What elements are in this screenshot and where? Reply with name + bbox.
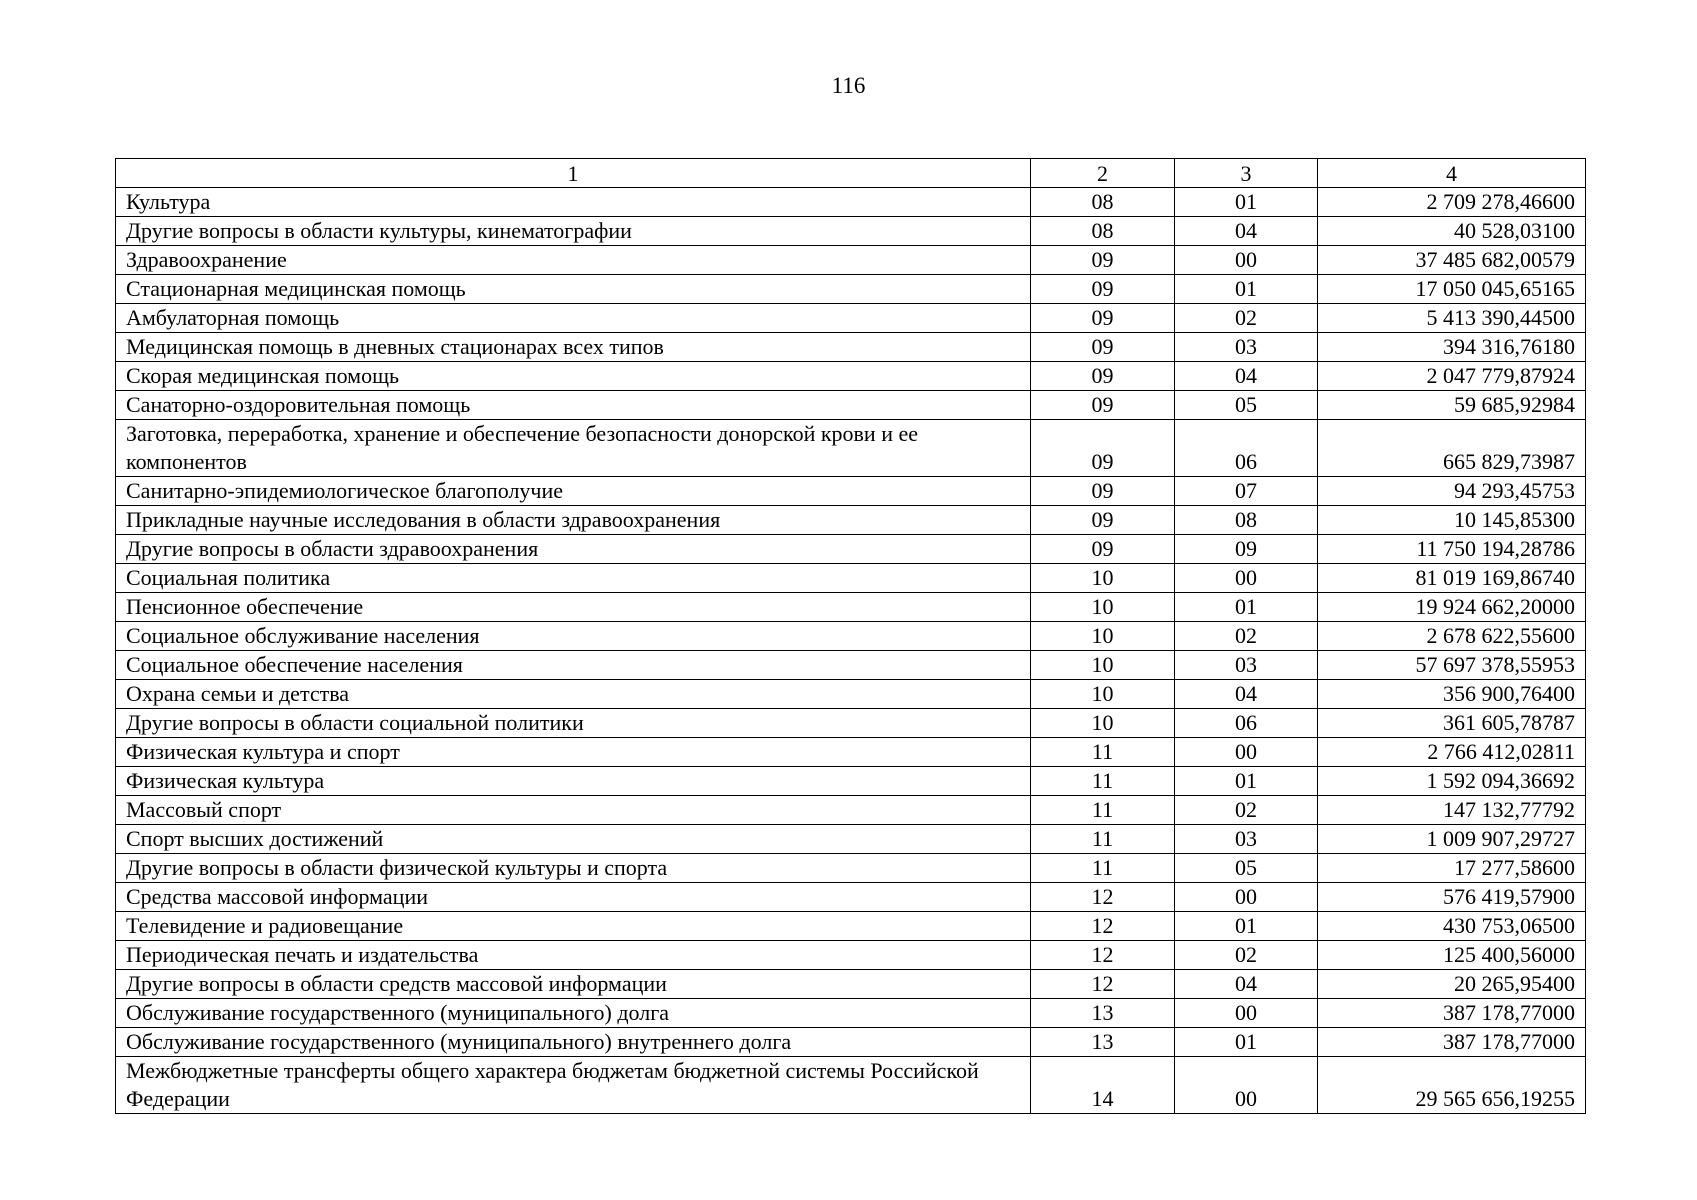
row-subsection-cell: 02	[1175, 796, 1318, 825]
table-row	[116, 999, 1586, 1028]
row-section-cell: 14	[1031, 1057, 1175, 1114]
row-amount-cell: 356 900,76400	[1318, 680, 1586, 709]
row-amount-cell: 81 019 169,86740	[1318, 564, 1586, 593]
row-subsection-cell: 00	[1175, 999, 1318, 1028]
row-amount-cell: 2 766 412,02811	[1318, 738, 1586, 767]
table-row	[116, 333, 1586, 362]
row-subsection-cell: 06	[1175, 709, 1318, 738]
row-subsection-cell: 01	[1175, 593, 1318, 622]
row-subsection-cell: 01	[1175, 275, 1318, 304]
table-row	[116, 622, 1586, 651]
row-amount-cell: 394 316,76180	[1318, 333, 1586, 362]
row-section-cell: 09	[1031, 535, 1175, 564]
row-subsection-cell: 02	[1175, 304, 1318, 333]
row-section-cell: 10	[1031, 593, 1175, 622]
table-row	[116, 680, 1586, 709]
row-section-cell: 13	[1031, 1028, 1175, 1057]
row-amount-cell: 1 592 094,36692	[1318, 767, 1586, 796]
row-section-cell: 09	[1031, 506, 1175, 535]
row-subsection-cell: 03	[1175, 651, 1318, 680]
table-row	[116, 506, 1586, 535]
table-row	[116, 854, 1586, 883]
row-amount-cell: 2 047 779,87924	[1318, 362, 1586, 391]
row-amount-cell: 17 050 045,65165	[1318, 275, 1586, 304]
row-amount-cell: 361 605,78787	[1318, 709, 1586, 738]
table-row	[116, 883, 1586, 912]
row-amount-cell: 29 565 656,19255	[1318, 1057, 1586, 1114]
row-subsection-cell: 02	[1175, 622, 1318, 651]
row-amount-cell: 125 400,56000	[1318, 941, 1586, 970]
row-section-cell: 12	[1031, 941, 1175, 970]
row-amount-cell: 2 709 278,46600	[1318, 188, 1586, 217]
table-row	[116, 593, 1586, 622]
row-section-cell: 12	[1031, 970, 1175, 999]
row-subsection-cell: 01	[1175, 1028, 1318, 1057]
row-section-cell: 11	[1031, 796, 1175, 825]
row-section-cell: 10	[1031, 564, 1175, 593]
row-section-cell: 10	[1031, 622, 1175, 651]
row-amount-cell: 5 413 390,44500	[1318, 304, 1586, 333]
row-amount-cell: 2 678 622,55600	[1318, 622, 1586, 651]
row-name-cell: Санитарно-эпидемиологическое благополучие	[116, 477, 1031, 506]
table-row	[116, 246, 1586, 275]
table-row	[116, 304, 1586, 333]
table-row	[116, 275, 1586, 304]
row-subsection-cell: 01	[1175, 767, 1318, 796]
row-amount-cell: 576 419,57900	[1318, 883, 1586, 912]
row-name-cell: Другие вопросы в области здравоохранения	[116, 535, 1031, 564]
row-amount-cell: 37 485 682,00579	[1318, 246, 1586, 275]
row-amount-cell: 11 750 194,28786	[1318, 535, 1586, 564]
table-row	[116, 825, 1586, 854]
row-name-cell: Массовый спорт	[116, 796, 1031, 825]
row-section-cell: 13	[1031, 999, 1175, 1028]
table-row	[116, 738, 1586, 767]
table-row	[116, 391, 1586, 420]
row-amount-cell: 147 132,77792	[1318, 796, 1586, 825]
row-section-cell: 09	[1031, 420, 1175, 477]
row-name-cell: Другие вопросы в области культуры, кинематографии	[116, 217, 1031, 246]
row-name-cell: Здравоохранение	[116, 246, 1031, 275]
row-name-cell: Телевидение и радиовещание	[116, 912, 1031, 941]
row-section-cell: 09	[1031, 362, 1175, 391]
row-subsection-cell: 06	[1175, 420, 1318, 477]
row-amount-cell: 40 528,03100	[1318, 217, 1586, 246]
row-name-cell: Санаторно-оздоровительная помощь	[116, 391, 1031, 420]
row-name-cell: Периодическая печать и издательства	[116, 941, 1031, 970]
row-amount-cell: 17 277,58600	[1318, 854, 1586, 883]
table-row	[116, 709, 1586, 738]
row-name-cell: Стационарная медицинская помощь	[116, 275, 1031, 304]
row-name-cell: Другие вопросы в области физической культуры и спорта	[116, 854, 1031, 883]
row-section-cell: 09	[1031, 391, 1175, 420]
header-col-4: 4	[1318, 159, 1586, 188]
row-subsection-cell: 05	[1175, 391, 1318, 420]
table-header	[116, 159, 1586, 188]
row-name-cell: Межбюджетные трансферты общего характера бюджетам бюджетной системы Российской Федерации	[116, 1057, 1031, 1114]
row-section-cell: 11	[1031, 738, 1175, 767]
row-name-cell: Скорая медицинская помощь	[116, 362, 1031, 391]
row-section-cell: 10	[1031, 680, 1175, 709]
table-row	[116, 535, 1586, 564]
row-amount-cell: 59 685,92984	[1318, 391, 1586, 420]
row-section-cell: 09	[1031, 246, 1175, 275]
row-subsection-cell: 00	[1175, 564, 1318, 593]
table-row	[116, 912, 1586, 941]
header-col-2: 2	[1031, 159, 1175, 188]
row-name-cell: Прикладные научные исследования в области здравоохранения	[116, 506, 1031, 535]
table-row	[116, 796, 1586, 825]
header-col-1: 1	[116, 159, 1031, 188]
row-section-cell: 11	[1031, 825, 1175, 854]
table-row	[116, 941, 1586, 970]
row-name-cell: Другие вопросы в области средств массовой информации	[116, 970, 1031, 999]
row-section-cell: 09	[1031, 333, 1175, 362]
row-subsection-cell: 01	[1175, 188, 1318, 217]
row-subsection-cell: 00	[1175, 246, 1318, 275]
row-amount-cell: 387 178,77000	[1318, 1028, 1586, 1057]
row-section-cell: 10	[1031, 709, 1175, 738]
row-amount-cell: 430 753,06500	[1318, 912, 1586, 941]
table-row	[116, 420, 1586, 477]
row-subsection-cell: 00	[1175, 1057, 1318, 1114]
header-col-3: 3	[1175, 159, 1318, 188]
row-subsection-cell: 09	[1175, 535, 1318, 564]
row-subsection-cell: 00	[1175, 738, 1318, 767]
row-name-cell: Спорт высших достижений	[116, 825, 1031, 854]
row-name-cell: Обслуживание государственного (муниципального) внутреннего долга	[116, 1028, 1031, 1057]
row-subsection-cell: 04	[1175, 217, 1318, 246]
row-subsection-cell: 04	[1175, 680, 1318, 709]
row-section-cell: 09	[1031, 275, 1175, 304]
table-row	[116, 767, 1586, 796]
row-amount-cell: 94 293,45753	[1318, 477, 1586, 506]
row-name-cell: Физическая культура	[116, 767, 1031, 796]
table-row	[116, 477, 1586, 506]
page-number: 116	[831, 73, 866, 98]
row-section-cell: 10	[1031, 651, 1175, 680]
row-subsection-cell: 03	[1175, 333, 1318, 362]
row-section-cell: 12	[1031, 912, 1175, 941]
table-row	[116, 217, 1586, 246]
budget-table	[115, 158, 1586, 1114]
row-section-cell: 09	[1031, 304, 1175, 333]
row-name-cell: Амбулаторная помощь	[116, 304, 1031, 333]
row-name-cell: Медицинская помощь в дневных стационарах всех типов	[116, 333, 1031, 362]
row-subsection-cell: 03	[1175, 825, 1318, 854]
row-subsection-cell: 05	[1175, 854, 1318, 883]
row-section-cell: 11	[1031, 854, 1175, 883]
row-name-cell: Культура	[116, 188, 1031, 217]
header-row	[116, 159, 1586, 188]
row-section-cell: 08	[1031, 188, 1175, 217]
row-subsection-cell: 07	[1175, 477, 1318, 506]
row-name-cell: Заготовка, переработка, хранение и обеспечение безопасности донорской крови и ее компонентов	[116, 420, 1031, 477]
table-row	[116, 1028, 1586, 1057]
table-row	[116, 564, 1586, 593]
row-amount-cell: 20 265,95400	[1318, 970, 1586, 999]
row-name-cell: Физическая культура и спорт	[116, 738, 1031, 767]
row-name-cell: Обслуживание государственного (муниципального) долга	[116, 999, 1031, 1028]
row-name-cell: Социальное обеспечение населения	[116, 651, 1031, 680]
row-name-cell: Социальное обслуживание населения	[116, 622, 1031, 651]
row-section-cell: 08	[1031, 217, 1175, 246]
row-name-cell: Социальная политика	[116, 564, 1031, 593]
row-section-cell: 09	[1031, 477, 1175, 506]
row-subsection-cell: 08	[1175, 506, 1318, 535]
row-section-cell: 12	[1031, 883, 1175, 912]
row-amount-cell: 1 009 907,29727	[1318, 825, 1586, 854]
table-row	[116, 362, 1586, 391]
row-name-cell: Другие вопросы в области социальной политики	[116, 709, 1031, 738]
row-name-cell: Пенсионное обеспечение	[116, 593, 1031, 622]
row-subsection-cell: 00	[1175, 883, 1318, 912]
table-row	[116, 188, 1586, 217]
row-subsection-cell: 04	[1175, 970, 1318, 999]
row-amount-cell: 10 145,85300	[1318, 506, 1586, 535]
row-amount-cell: 387 178,77000	[1318, 999, 1586, 1028]
row-amount-cell: 19 924 662,20000	[1318, 593, 1586, 622]
table-row	[116, 651, 1586, 680]
row-amount-cell: 665 829,73987	[1318, 420, 1586, 477]
table-row	[116, 970, 1586, 999]
row-subsection-cell: 02	[1175, 941, 1318, 970]
row-subsection-cell: 04	[1175, 362, 1318, 391]
row-amount-cell: 57 697 378,55953	[1318, 651, 1586, 680]
row-subsection-cell: 01	[1175, 912, 1318, 941]
row-name-cell: Охрана семьи и детства	[116, 680, 1031, 709]
table-body	[116, 188, 1586, 1114]
table-row	[116, 1057, 1586, 1114]
row-section-cell: 11	[1031, 767, 1175, 796]
row-name-cell: Средства массовой информации	[116, 883, 1031, 912]
